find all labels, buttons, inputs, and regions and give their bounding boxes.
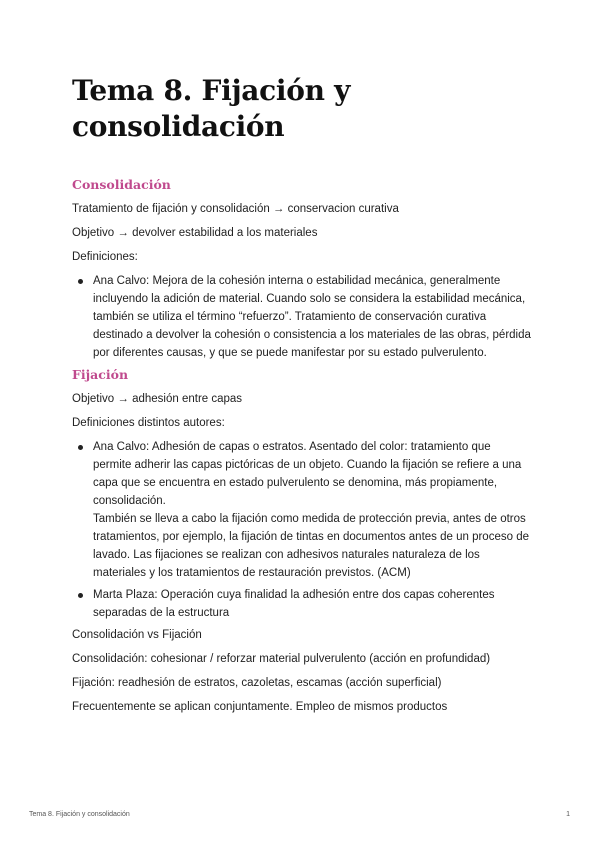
document-body [72,176,532,722]
bullet-icon [78,593,83,598]
page-title: Tema 8. Fijación y consolidación [72,74,351,143]
section-heading-fijacion: Fijación [72,367,129,382]
paragraph: Objetivo → devolver estabilidad a los materiales [72,227,318,239]
paragraph: Tratamiento de fijación y consolidación → conservacion curativa [72,203,399,215]
bullet-icon [78,445,83,450]
paragraph: Objetivo → adhesión entre capas [72,393,243,405]
paragraph: Definiciones distintos autores: [72,417,225,429]
definitions-list [72,272,532,362]
bullet-icon [78,279,83,284]
page-number: 1 [566,811,570,818]
paragraph: Fijación: readhesión de estratos, cazoletas, escamas (acción superficial) [72,677,442,689]
paragraph: Definiciones: [72,251,138,263]
list-item [72,438,532,582]
paragraph: Frecuentemente se aplican conjuntamente. Empleo de mismos productos [72,701,448,713]
list-item-text-continued: También se lleva a cabo la fijación como medida de protección previa, antes de otros tratamientos, por ejemplo, la fijación de tintas en documentos antes de un proceso de lavado. Las fijaciones se realizan con adhesivos naturales naturaleza de los materiales y los tratamientos de restauración previstos. (ACM) [93,513,529,579]
section-heading-consolidacion: Consolidación [72,177,171,192]
list-item-text: Marta Plaza: Operación cuya finalidad la adhesión entre dos capas coherentes separadas de la estructura [93,589,495,619]
list-item [72,586,532,622]
authors-definitions-list [72,438,532,622]
list-item [72,272,532,362]
list-item-text: Ana Calvo: Mejora de la cohesión interna o estabilidad mecánica, generalmente incluyendo la adición de material. Cuando solo se considera la estabilidad mecánica, también se utiliza el término “refuerzo”. Tratamiento de conservación curativa destinado a devolver la cohesión o consistencia a los materiales de las obras, pérdida por diferentes causas, y que se puede manifestar por su estado pulverulento. [93,275,531,359]
paragraph: Consolidación vs Fijación [72,629,202,641]
list-item-text: Ana Calvo: Adhesión de capas o estratos. Asentado del color: tratamiento que permite adherir las capas pictóricas de un objeto. Cuando la fijación se refiere a una capa que se encuentra en estado pulverulento se denomina, más propiamente, consolidación. [93,441,522,507]
paragraph: Consolidación: cohesionar / reforzar material pulverulento (acción en profundidad) [72,653,491,665]
footer-title: Tema 8. Fijación y consolidación [29,811,130,818]
